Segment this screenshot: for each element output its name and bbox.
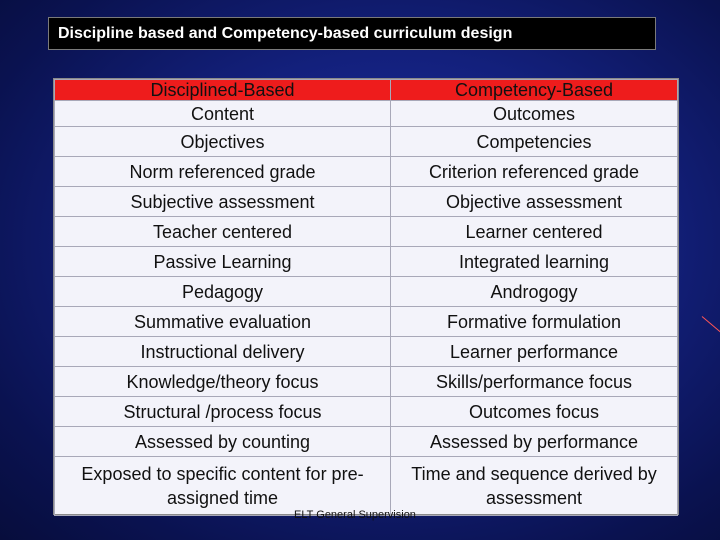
cell-line: assigned time [166, 488, 279, 508]
cell-line: assessment [485, 488, 583, 508]
table-cell: Learner performance [391, 337, 678, 367]
table-cell: Norm referenced grade [55, 157, 391, 187]
table-cell: Skills/performance focus [391, 367, 678, 397]
table-row [55, 397, 678, 427]
header-competency-based [391, 80, 678, 101]
table-row [55, 247, 678, 277]
table-cell [391, 457, 678, 516]
table-cell: Instructional delivery [55, 337, 391, 367]
table-cell: Summative evaluation [55, 307, 391, 337]
table-cell: Learner centered [391, 217, 678, 247]
table-row-last [55, 457, 678, 516]
cell-line: Exposed to specific content for pre- [81, 464, 364, 484]
table-row [55, 337, 678, 367]
table-cell: Criterion referenced grade [391, 157, 678, 187]
table-cell: Assessed by counting [55, 427, 391, 457]
cell-line: Time and sequence derived by [411, 464, 657, 484]
slide-title: Discipline based and Competency-based curriculum design [58, 25, 513, 42]
table-cell: Competencies [391, 127, 678, 157]
table-row [55, 187, 678, 217]
decorative-line [702, 316, 720, 333]
table-row [55, 157, 678, 187]
table-cell: Androgogy [391, 277, 678, 307]
footer-text-wrap [0, 509, 720, 521]
table-cell: Objectives [55, 127, 391, 157]
table-row [55, 217, 678, 247]
table-cell: Content [55, 101, 391, 127]
table-cell: Outcomes [391, 101, 678, 127]
header-discipline-based [55, 80, 391, 101]
header-line: Disciplined-Based [150, 80, 295, 100]
table-row [55, 427, 678, 457]
table-cell: Passive Learning [55, 247, 391, 277]
table-row [55, 127, 678, 157]
table-cell: Objective assessment [391, 187, 678, 217]
table-header-row [55, 80, 678, 101]
table-cell: Integrated learning [391, 247, 678, 277]
table-cell: Structural /process focus [55, 397, 391, 427]
table-cell: Outcomes focus [391, 397, 678, 427]
table-cell: Subjective assessment [55, 187, 391, 217]
table-cell: Teacher centered [55, 217, 391, 247]
table-row [55, 367, 678, 397]
table-cell: Pedagogy [55, 277, 391, 307]
header-line: Competency-Based [454, 80, 614, 100]
table-cell: Assessed by performance [391, 427, 678, 457]
slide-title-box [48, 17, 656, 50]
table-row [55, 307, 678, 337]
footer-text: ELT General Supervision [294, 509, 416, 521]
comparison-table [53, 78, 679, 515]
table-cell [55, 457, 391, 516]
comparison-grid [54, 79, 678, 516]
table-row [55, 277, 678, 307]
table-cell: Knowledge/theory focus [55, 367, 391, 397]
table-cell: Formative formulation [391, 307, 678, 337]
table-row [55, 101, 678, 127]
